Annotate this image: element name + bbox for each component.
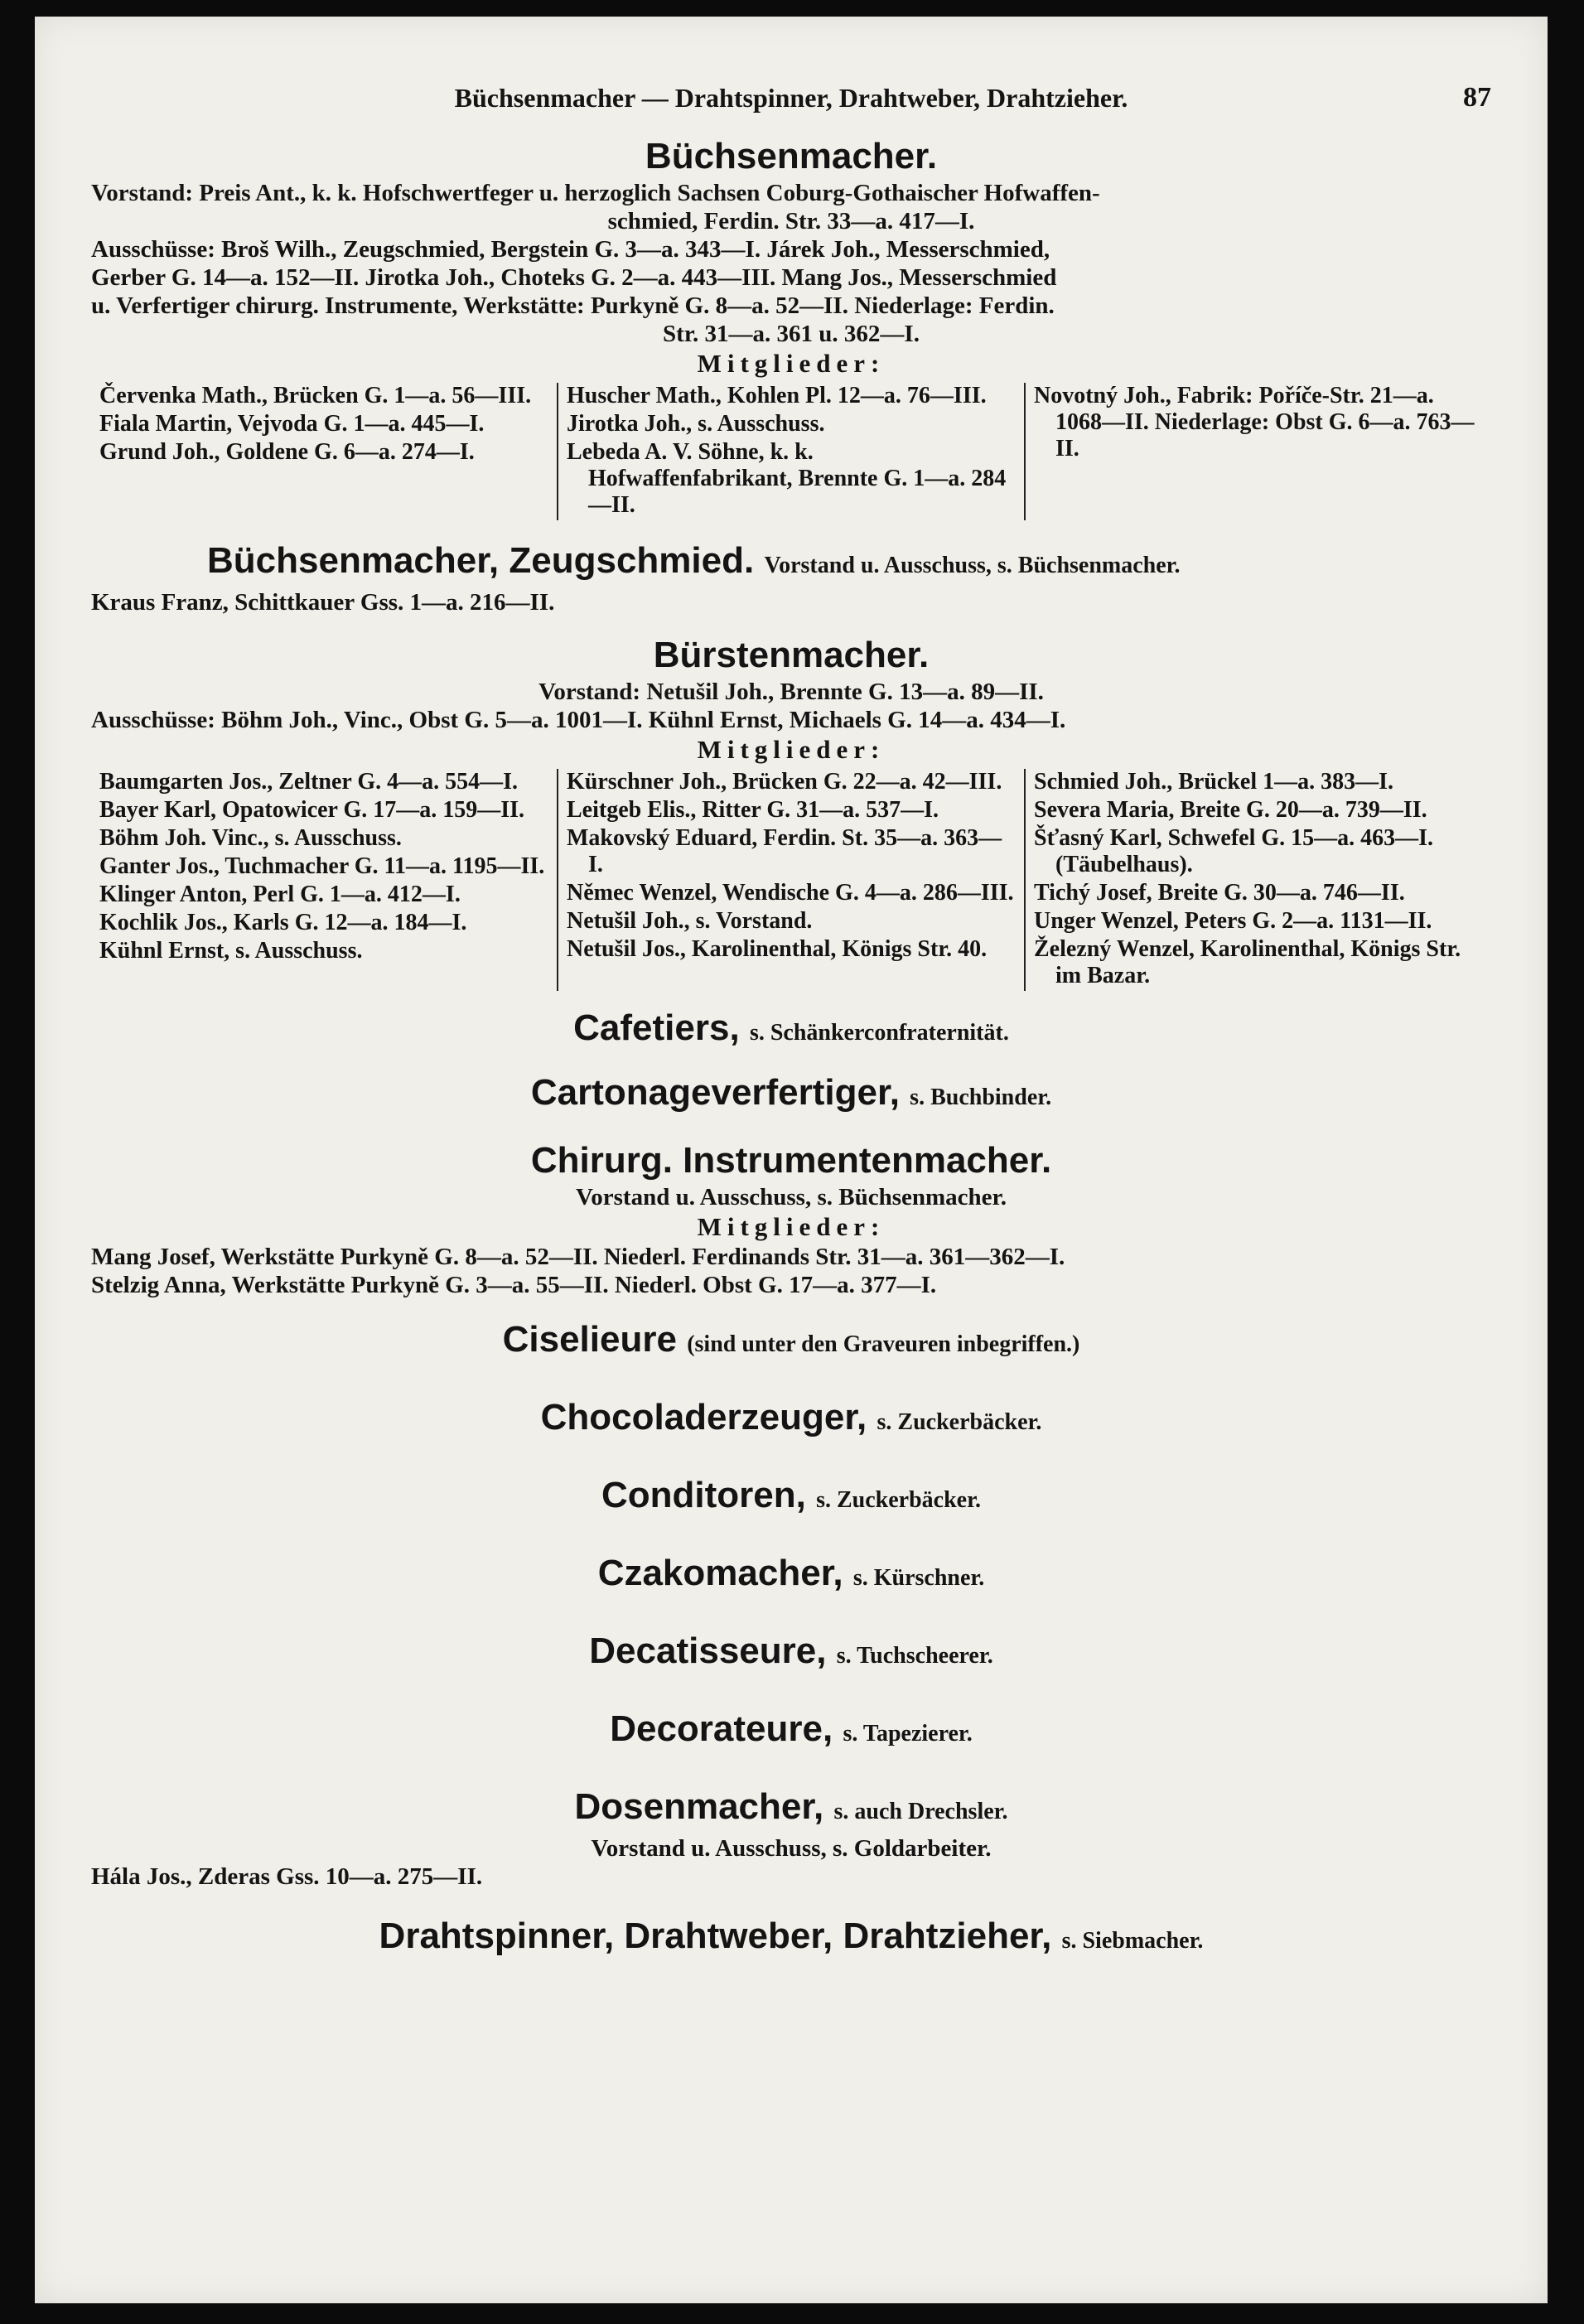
member-entry: Severa Maria, Breite G. 20—a. 739—II.	[1034, 797, 1427, 823]
mitglieder-label: Mitglieder:	[697, 735, 886, 764]
ausschuss-line: Ausschüsse: Broš Wilh., Zeugschmied, Bergstein G. 3—a. 343—I. Járek Joh., Messerschmied,	[91, 236, 1050, 263]
section-buechsenmacher	[91, 134, 1491, 520]
section-title: Decorateure,	[610, 1708, 833, 1749]
member-entry: Klinger Anton, Perl G. 1—a. 412—I.	[99, 882, 461, 907]
member-columns	[91, 383, 1491, 520]
section-title-row	[91, 1551, 1491, 1601]
member-entry: Leitgeb Elis., Ritter G. 31—a. 537—I.	[567, 797, 939, 823]
ausschuss-line: Gerber G. 14—a. 152—II. Jirotka Joh., Choteks G. 2—a. 443—III. Mang Jos., Messerschmied	[91, 264, 1057, 291]
mitglieder-label: Mitglieder:	[697, 1212, 886, 1241]
vorstand-line: Vorstand: Preis Ant., k. k. Hofschwertfeger u. herzoglich Sachsen Coburg-Gothaischer Hofwaffen-	[91, 180, 1100, 206]
member-entry: Železný Wenzel, Karolinenthal, Königs Str. im Bazar.	[1034, 936, 1461, 988]
ausschuss-line: Str. 31—a. 361 u. 362—I.	[663, 321, 920, 347]
member-entry: Netušil Jos., Karolinenthal, Königs Str. 40.	[567, 936, 988, 962]
section-title: Dosenmacher,	[574, 1786, 824, 1827]
section-title-row	[91, 1070, 1491, 1120]
member-entry: Schmied Joh., Brückel 1—a. 383—I.	[1034, 769, 1394, 795]
section-title-row	[91, 1006, 1491, 1056]
member-entry: Červenka Math., Brücken G. 1—a. 56—III.	[99, 383, 532, 408]
ausschuss-line: Ausschüsse: Böhm Joh., Vinc., Obst G. 5—a. 1001—I. Kühnl Ernst, Michaels G. 14—a. 434—I.	[91, 707, 1066, 733]
section-title-row	[91, 1473, 1491, 1523]
running-head-title: Büchsenmacher — Drahtspinner, Drahtweber, Drahtzieher.	[454, 83, 1128, 113]
member-column-3	[1024, 383, 1491, 520]
member-entry: Němec Wenzel, Wendische G. 4—a. 286—III.	[567, 880, 1014, 906]
page-number: 87	[1463, 82, 1491, 113]
section-title-row	[91, 1629, 1491, 1679]
section-title-row	[91, 1785, 1491, 1834]
member-entry: Baumgarten Jos., Zeltner G. 4—a. 554—I.	[99, 769, 519, 795]
section-ref: s. Kürschner.	[852, 1565, 985, 1591]
running-head	[91, 73, 1491, 123]
member-column-3	[1024, 769, 1491, 991]
section-title: Czakomacher,	[597, 1553, 843, 1593]
member-entry: Lebeda A. V. Söhne, k. k. Hofwaffenfabrikant, Brennte G. 1—a. 284—II.	[567, 439, 1007, 518]
section-title-row	[91, 539, 1491, 588]
section-ref: s. Buchbinder.	[910, 1085, 1052, 1110]
member-column-2	[557, 383, 1024, 520]
section-title-row	[91, 1707, 1491, 1756]
section-ref: (sind unter den Graveuren inbegriffen.)	[687, 1331, 1080, 1357]
section-dosenmacher	[91, 1785, 1491, 1891]
member-entry: Fiala Martin, Vejvoda G. 1—a. 445—I.	[99, 411, 485, 437]
section-ciselieure	[91, 1317, 1491, 1367]
member-entry: Hála Jos., Zderas Gss. 10—a. 275—II.	[91, 1863, 483, 1890]
section-decatisseure	[91, 1629, 1491, 1679]
member-entry: Makovský Eduard, Ferdin. St. 35—a. 363—I.	[567, 825, 1002, 877]
section-title: Conditoren,	[601, 1475, 806, 1515]
member-columns	[91, 769, 1491, 991]
page-content	[91, 73, 1491, 1964]
member-entry: Kraus Franz, Schittkauer Gss. 1—a. 216—II.	[91, 589, 555, 616]
mitglieder-label: Mitglieder:	[697, 349, 886, 378]
member-entry: Bayer Karl, Opatowicer G. 17—a. 159—II.	[99, 797, 525, 823]
section-title: Cafetiers,	[573, 1007, 740, 1048]
section-zeugschmied	[91, 539, 1491, 616]
member-entry: Jirotka Joh., s. Ausschuss.	[567, 411, 825, 437]
section-ref: s. Tapezierer.	[843, 1721, 973, 1747]
section-title-row	[91, 1395, 1491, 1445]
member-entry: Böhm Joh. Vinc., s. Ausschuss.	[99, 825, 402, 851]
section-drahtspinner	[91, 1914, 1491, 1964]
member-entry: Netušil Joh., s. Vorstand.	[567, 908, 813, 934]
section-title: Chocoladerzeuger,	[540, 1397, 867, 1437]
member-entry: Mang Josef, Werkstätte Purkyně G. 8—a. 52—II. Niederl. Ferdinands Str. 31—a. 361—362—I.	[91, 1244, 1065, 1270]
section-title-row	[91, 1317, 1491, 1367]
member-entry: Huscher Math., Kohlen Pl. 12—a. 76—III.	[567, 383, 987, 408]
section-ref: Vorstand u. Ausschuss, s. Büchsenmacher.	[575, 1184, 1007, 1210]
section-ref: s. Siebmacher.	[1061, 1928, 1204, 1954]
member-column-1	[91, 769, 557, 991]
member-entry: Ganter Jos., Tuchmacher G. 11—a. 1195—II.	[99, 853, 545, 879]
member-entry: Kühnl Ernst, s. Ausschuss.	[99, 938, 363, 964]
section-chirurg	[91, 1138, 1491, 1299]
member-entry: Kochlik Jos., Karls G. 12—a. 184—I.	[99, 910, 467, 935]
member-entry: Stelzig Anna, Werkstätte Purkyně G. 3—a. 55—II. Niederl. Obst G. 17—a. 377—I.	[91, 1272, 937, 1298]
section-ref-2: Vorstand u. Ausschuss, s. Goldarbeiter.	[591, 1835, 992, 1862]
vorstand-line: Vorstand: Netušil Joh., Brennte G. 13—a. 89—II.	[538, 679, 1044, 705]
ausschuss-line: u. Verfertiger chirurg. Instrumente, Werkstätte: Purkyně G. 8—a. 52—II. Niederlage: Ferdin.	[91, 292, 1055, 319]
section-buerstenmacher	[91, 633, 1491, 991]
section-ref: s. Tuchscheerer.	[836, 1643, 993, 1669]
section-title: Bürstenmacher.	[653, 635, 930, 675]
member-entry: Šťasný Karl, Schwefel G. 15—a. 463—I. (Täubelhaus).	[1034, 825, 1434, 877]
section-ref: Vorstand u. Ausschuss, s. Büchsenmacher.	[764, 553, 1181, 578]
section-title: Büchsenmacher.	[645, 136, 938, 176]
section-title: Drahtspinner, Drahtweber, Drahtzieher,	[379, 1916, 1052, 1956]
section-conditoren	[91, 1473, 1491, 1523]
section-title: Cartonageverfertiger,	[530, 1072, 900, 1113]
member-entry: Tichý Josef, Breite G. 30—a. 746—II.	[1034, 880, 1405, 906]
page-sheet	[35, 17, 1548, 2303]
section-decorateure	[91, 1707, 1491, 1756]
section-ref: s. auch Drechsler.	[833, 1799, 1008, 1824]
section-czakomacher	[91, 1551, 1491, 1601]
section-title-row	[91, 1914, 1491, 1964]
section-chocoladerzeuger	[91, 1395, 1491, 1445]
section-cafetiers	[91, 1006, 1491, 1056]
section-ref: s. Zuckerbäcker.	[877, 1409, 1042, 1435]
section-ref: s. Zuckerbäcker.	[816, 1487, 981, 1513]
section-title: Büchsenmacher, Zeugschmied.	[207, 540, 755, 581]
section-cartonageverfertiger	[91, 1070, 1491, 1120]
vorstand-line: schmied, Ferdin. Str. 33—a. 417—I.	[607, 208, 975, 234]
section-ref: s. Schänkerconfraternität.	[749, 1020, 1009, 1046]
member-column-2	[557, 769, 1024, 991]
member-entry: Kürschner Joh., Brücken G. 22—a. 42—III.	[567, 769, 1002, 795]
section-title: Decatisseure,	[589, 1631, 827, 1671]
member-entry: Grund Joh., Goldene G. 6—a. 274—I.	[99, 439, 475, 465]
member-column-1	[91, 383, 557, 520]
member-entry: Novotný Joh., Fabrik: Poříče-Str. 21—a. 1068—II. Niederlage: Obst G. 6—a. 763—II.	[1034, 383, 1475, 461]
section-title: Chirurg. Instrumentenmacher.	[530, 1140, 1052, 1181]
section-title: Ciselieure	[502, 1319, 677, 1360]
member-entry: Unger Wenzel, Peters G. 2—a. 1131—II.	[1034, 908, 1432, 934]
